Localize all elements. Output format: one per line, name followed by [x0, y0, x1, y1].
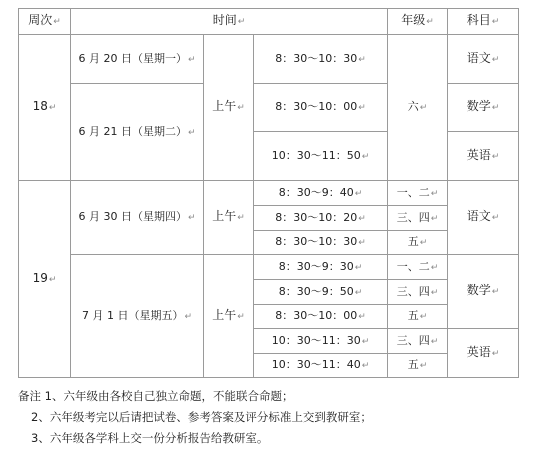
- subject-cell: 数学↵: [448, 255, 519, 329]
- remarks: [18, 386, 372, 449]
- remark-line: 2、六年级考完以后请把试卷、参考答案及评分标准上交到教研室；: [31, 410, 372, 424]
- grade-cell: 五↵: [388, 354, 448, 378]
- grade-cell: 五↵: [388, 231, 448, 255]
- table-row: [19, 181, 519, 206]
- date-cell: 6 月 20 日（星期一）↵: [71, 35, 204, 84]
- time-cell: 10：30～11：30↵: [254, 329, 388, 354]
- grade-cell: 六↵: [388, 35, 448, 181]
- remark-line: 3、六年级各学科上交一份分析报告给教研室。: [31, 431, 269, 445]
- period-cell: 上午↵: [204, 35, 254, 181]
- grade-cell: 五↵: [388, 305, 448, 329]
- header-grade: 年级↵: [388, 9, 448, 35]
- time-cell: 8：30～10：00↵: [254, 305, 388, 329]
- grade-cell: 三、四↵: [388, 206, 448, 231]
- exam-schedule-table: [18, 8, 519, 378]
- grade-cell: 三、四↵: [388, 329, 448, 354]
- week-cell: 19↵: [19, 181, 71, 378]
- time-cell: 8：30～10：30↵: [254, 35, 388, 84]
- time-cell: 8：30～10：20↵: [254, 206, 388, 231]
- header-time: 时间↵: [71, 9, 388, 35]
- table-header-row: [19, 9, 519, 35]
- week-cell: 18↵: [19, 35, 71, 181]
- date-cell: 6 月 21 日（星期二）↵: [71, 84, 204, 181]
- table-row: [19, 35, 519, 84]
- grade-cell: 三、四↵: [388, 280, 448, 305]
- time-cell: 8：30～9：50↵: [254, 280, 388, 305]
- header-week: 周次↵: [19, 9, 71, 35]
- subject-cell: 数学↵: [448, 84, 519, 132]
- period-cell: 上午↵: [204, 181, 254, 255]
- remark-line: 备注 1、六年级由各校自己独立命题，不能联合命题；: [18, 389, 294, 403]
- time-cell: 10：30～11：50↵: [254, 132, 388, 181]
- subject-cell: 语文↵: [448, 35, 519, 84]
- subject-cell: 语文↵: [448, 181, 519, 255]
- time-cell: 8：30～9：30↵: [254, 255, 388, 280]
- grade-cell: 一、二↵: [388, 255, 448, 280]
- header-subject: 科目↵: [448, 9, 519, 35]
- date-cell: 7 月 1 日（星期五）↵: [71, 255, 204, 378]
- grade-cell: 一、二↵: [388, 181, 448, 206]
- subject-cell: 英语↵: [448, 132, 519, 181]
- time-cell: 8：30～10：00↵: [254, 84, 388, 132]
- time-cell: 8：30～9：40↵: [254, 181, 388, 206]
- date-cell: 6 月 30 日（星期四）↵: [71, 181, 204, 255]
- period-cell: 上午↵: [204, 255, 254, 378]
- time-cell: 10：30～11：40↵: [254, 354, 388, 378]
- time-cell: 8：30～10：30↵: [254, 231, 388, 255]
- subject-cell: 英语↵: [448, 329, 519, 378]
- table-row: [19, 255, 519, 280]
